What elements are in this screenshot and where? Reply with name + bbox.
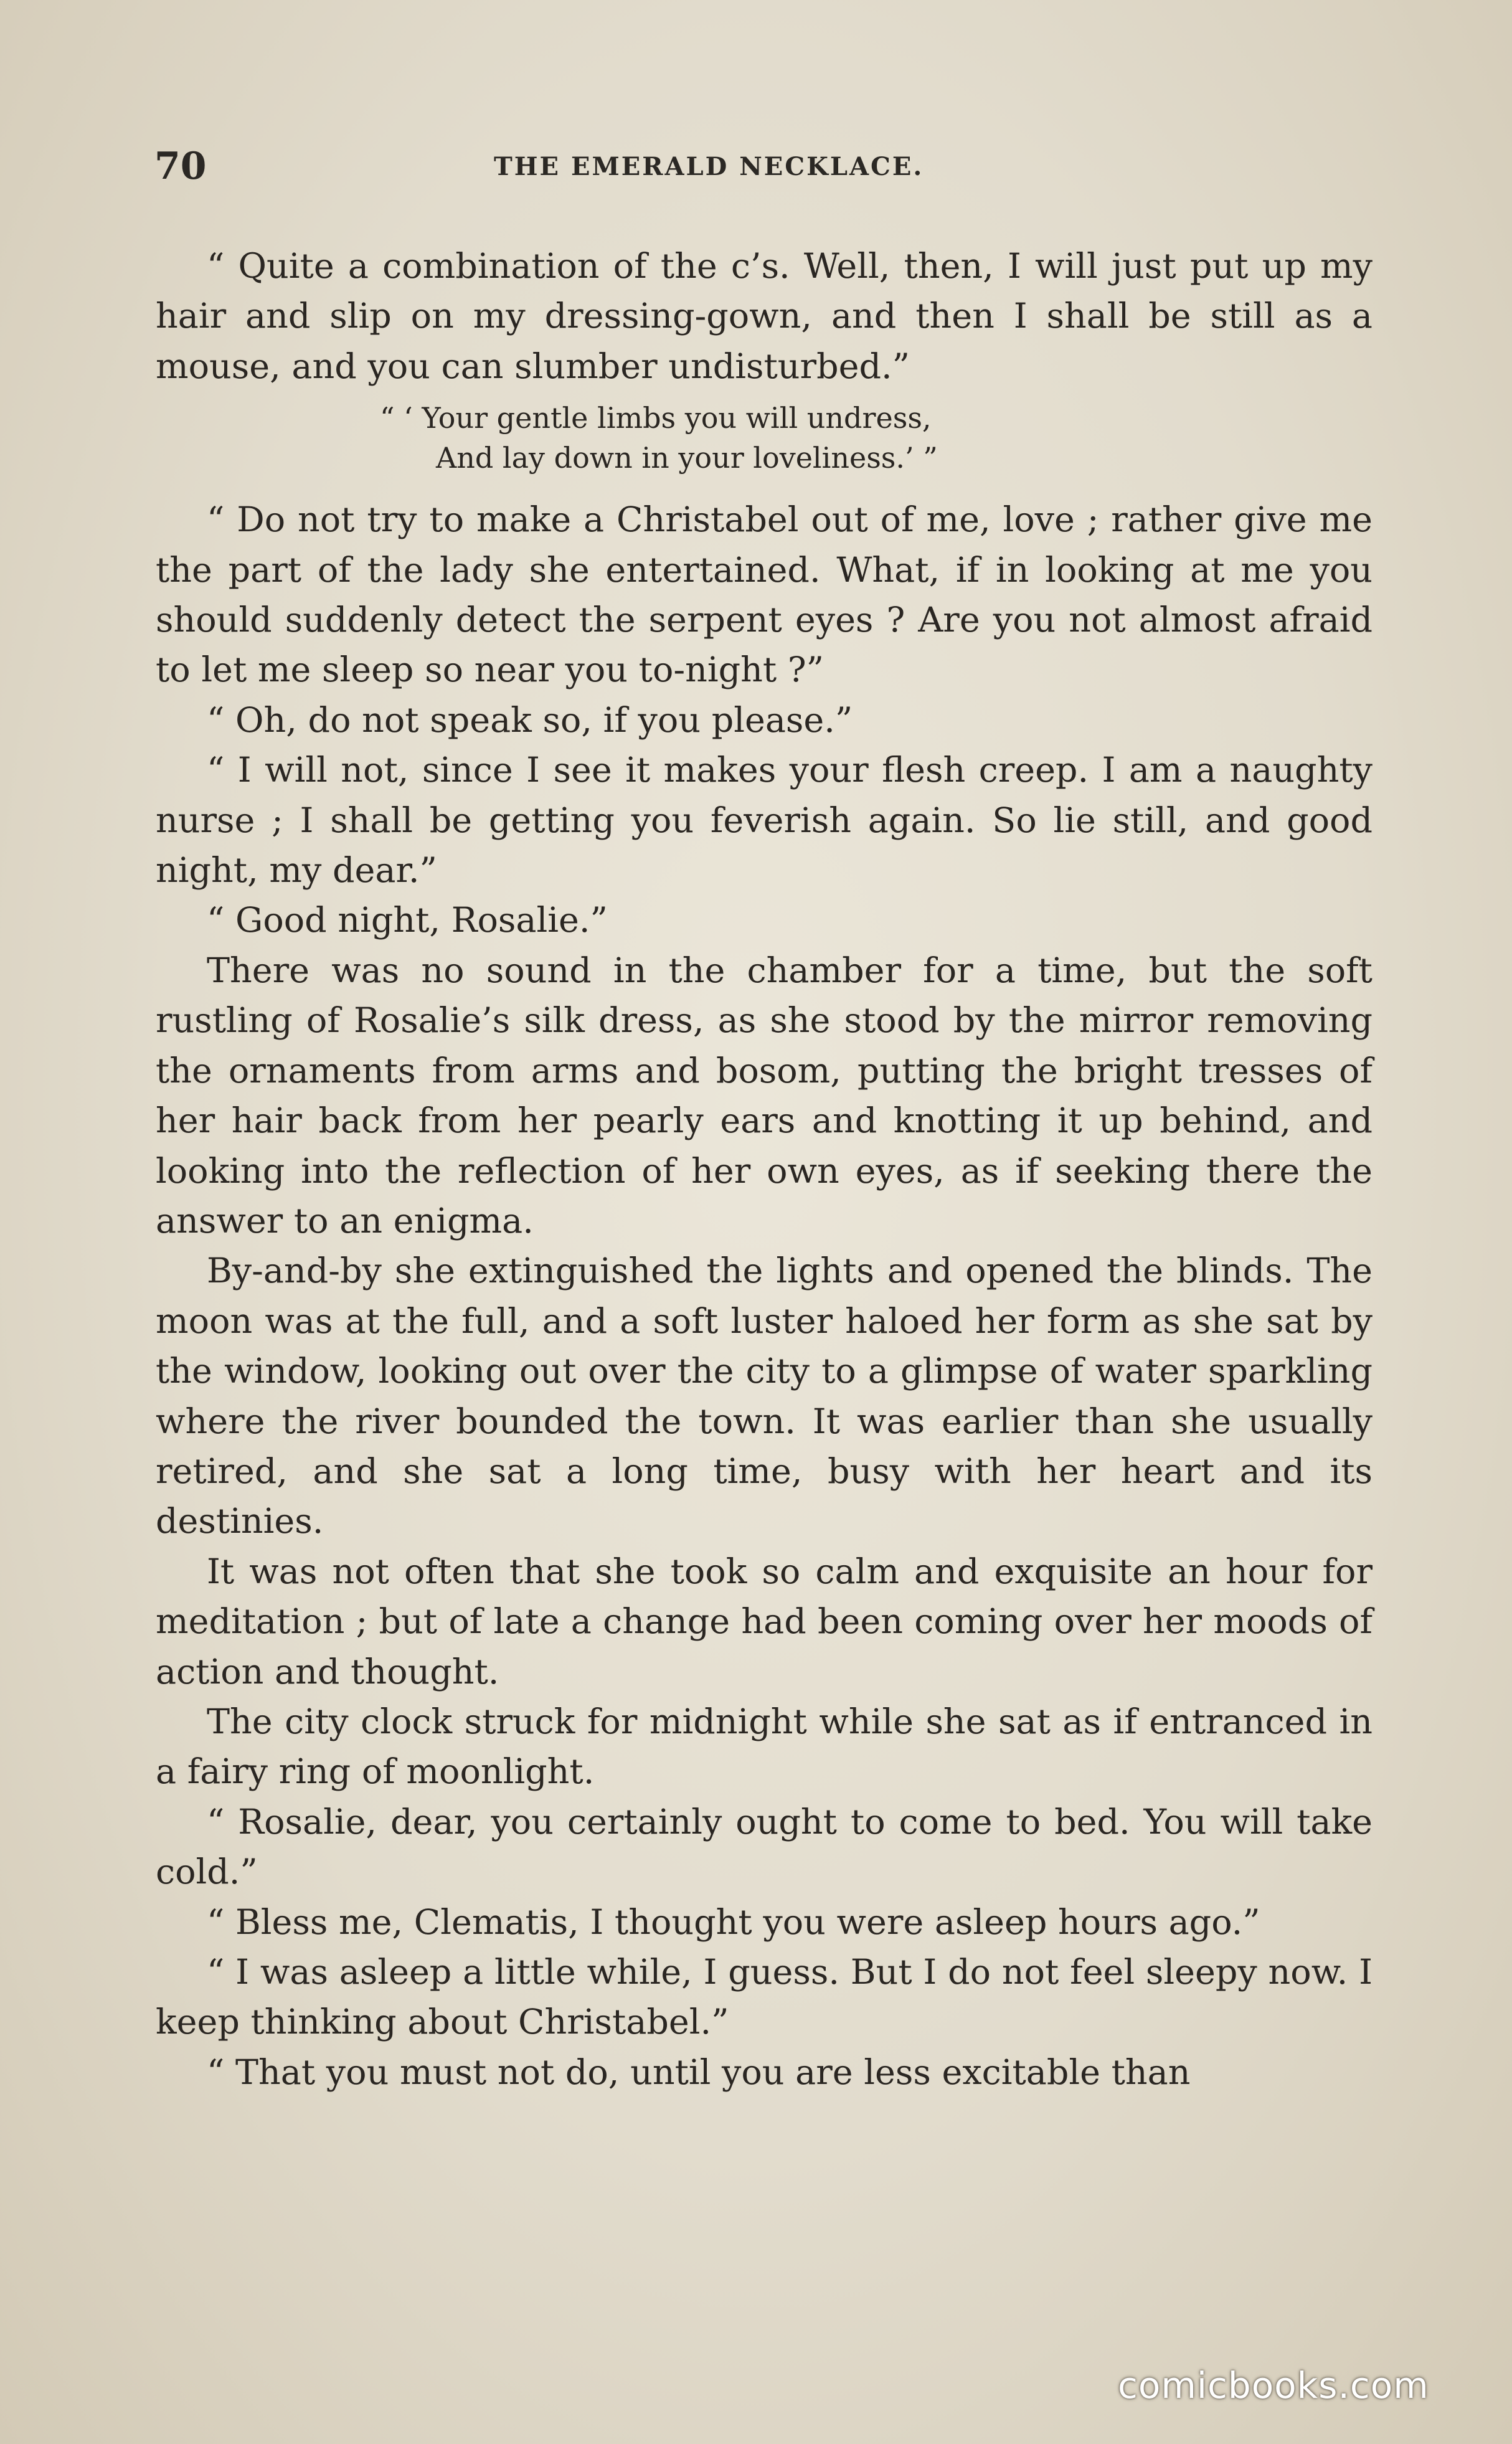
source-watermark: comicbooks.com: [1118, 2364, 1429, 2407]
paragraph: “ Bless me, Clematis, I thought you were asleep hours ago.”: [207, 1902, 1260, 1943]
paragraph: “ That you must not do, until you are less excitable than: [207, 2052, 1191, 2093]
paragraph: It was not often that she took so calm and exquisite an hour for meditation ; but of late a change had been coming over her moods of action and thought.: [156, 1551, 1373, 1692]
paragraph: “ I will not, since I see it makes your flesh creep. I am a naughty nurse ; I shall be getting you feverish again. So lie still, and good night, my dear.”: [156, 750, 1373, 891]
paragraph: “ I was asleep a little while, I guess. But I do not feel sleepy now. I keep thinking about Christabel.”: [156, 1952, 1373, 2043]
page-number: 70: [154, 144, 207, 188]
verse-line: “ ‘ Your gentle limbs you will undress,: [380, 401, 932, 435]
paragraph: By-and-by she extinguished the lights and opened the blinds. The moon was at the full, and a soft luster haloed her form as she sat by the window, looking out over the city to a glimpse of water sparkling where the river bounded the town. It was earlier than she usually retired, and she sat a long time, busy with her heart and its destinies.: [156, 1251, 1373, 1542]
paragraph: There was no sound in the chamber for a time, but the soft rustling of Rosalie’s silk dress, as she stood by the mirror removing the ornaments from arms and bosom, putting the bright tresses of her hair back from her pearly ears and knotting it up behind, and looking into the reflection of her own eyes, as if seeking there the answer to an enigma.: [156, 950, 1373, 1241]
paragraph: “ Good night, Rosalie.”: [207, 900, 608, 941]
paragraph: “ Quite a combination of the c’s. Well, then, I will just put up my hair and slip on my dressing-gown, and then I shall be still as a mouse, and you can slumber undisturbed.”: [156, 246, 1373, 387]
page-header: [154, 144, 1375, 194]
paragraph: The city clock struck for midnight while she sat as if entranced in a fairy ring of moonlight.: [156, 1701, 1373, 1793]
paragraph: “ Oh, do not speak so, if you please.”: [207, 699, 853, 741]
running-title: THE EMERALD NECKLACE.: [494, 152, 924, 181]
paragraph: “ Rosalie, dear, you certainly ought to come to bed. You will take cold.”: [156, 1801, 1373, 1893]
paragraph: “ Do not try to make a Christabel out of me, love ; rather give me the part of the lady she entertained. What, if in looking at me you should suddenly detect the serpent eyes ? Are you not almost afraid to let me sleep so near you to-night ?”: [156, 500, 1373, 691]
verse-quote: [156, 398, 1373, 478]
body-text: [156, 242, 1373, 2098]
verse-line: And lay down in your loveliness.’ ”: [436, 441, 938, 475]
